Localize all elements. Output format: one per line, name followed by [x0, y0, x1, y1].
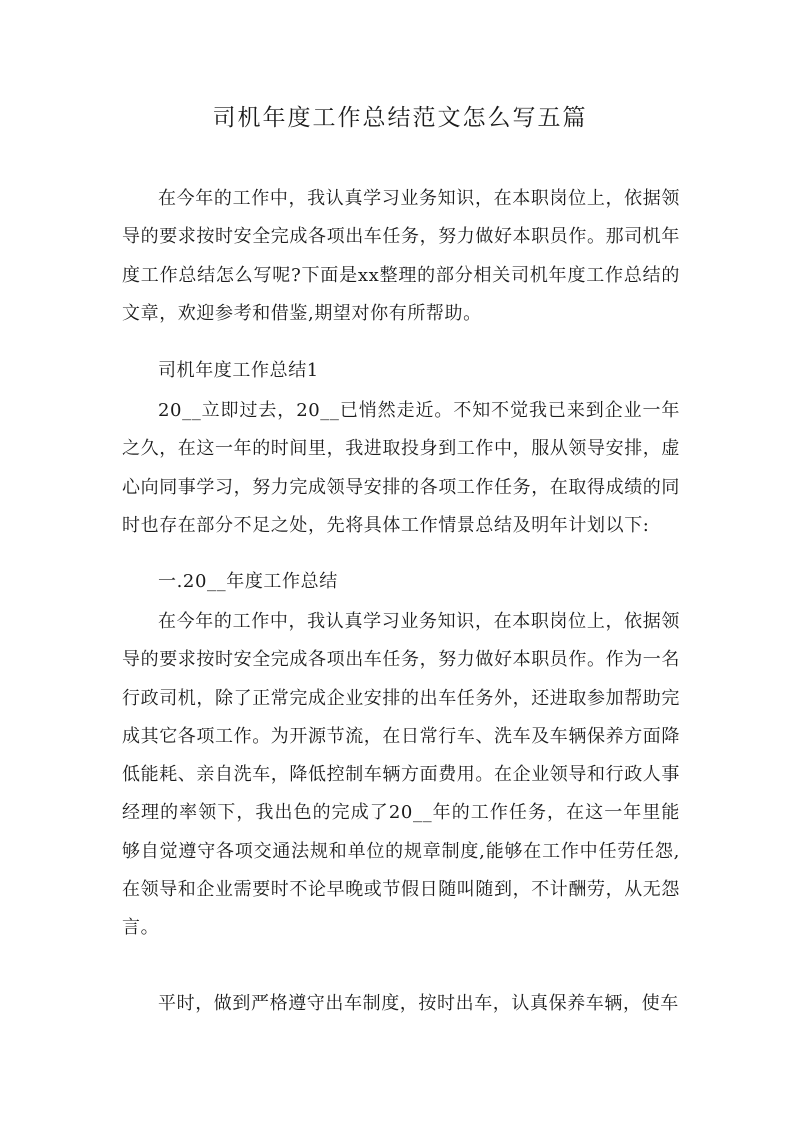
section-heading-1	[122, 352, 680, 390]
paragraph-3	[122, 603, 680, 948]
paragraph-4	[122, 985, 680, 1023]
heading-text: 司机年度工作总结1	[158, 360, 319, 381]
intro-paragraph	[122, 180, 680, 333]
section-heading-2	[122, 563, 680, 601]
paragraph-text: 在今年的工作中，我认真学习业务知识，在本职岗位上，依据领导的要求按时安全完成各项出车任务，努力做好本职员作。作为一名行政司机，除了正常完成企业安排的出车任务外，还进取参加帮助完成其它各项工作。为开源节流，在日常行车、洗车及车辆保养方面降低能耗、亲自洗车，降低控制车辆方面费用。在企业领导和行政人事经理的率领下，我出色的完成了20__年的工作任务，在这一年里能够自觉遵守各项交通法规和单位的规章制度,能够在工作中任劳任怨,在领导和企业需要时不论早晚或节假日随叫随到，不计酬劳，从无怨言。	[122, 611, 680, 939]
paragraph-text: 20__立即过去，20__已悄然走近。不知不觉我已来到企业一年之久，在这一年的时间里，我进取投身到工作中，服从领导安排，虚心向同事学习，努力完成领导安排的各项工作任务，在取得成绩的同时也存在部分不足之处，先将具体工作情景总结及明年计划以下:	[122, 400, 680, 536]
paragraph-text: 平时，做到严格遵守出车制度，按时出车，认真保养车辆，使车	[158, 993, 679, 1014]
paragraph-text: 在今年的工作中，我认真学习业务知识，在本职岗位上，依据领导的要求按时安全完成各项出车任务，努力做好本职员作。那司机年度工作总结怎么写呢?下面是xx整理的部分相关司机年度工作总结的文章，欢迎参考和借鉴,期望对你有所帮助。	[122, 188, 680, 324]
paragraph-2	[122, 392, 680, 545]
heading-text: 一.20__年度工作总结	[158, 571, 338, 592]
document-title: 司机年度工作总结范文怎么写五篇	[212, 105, 588, 131]
